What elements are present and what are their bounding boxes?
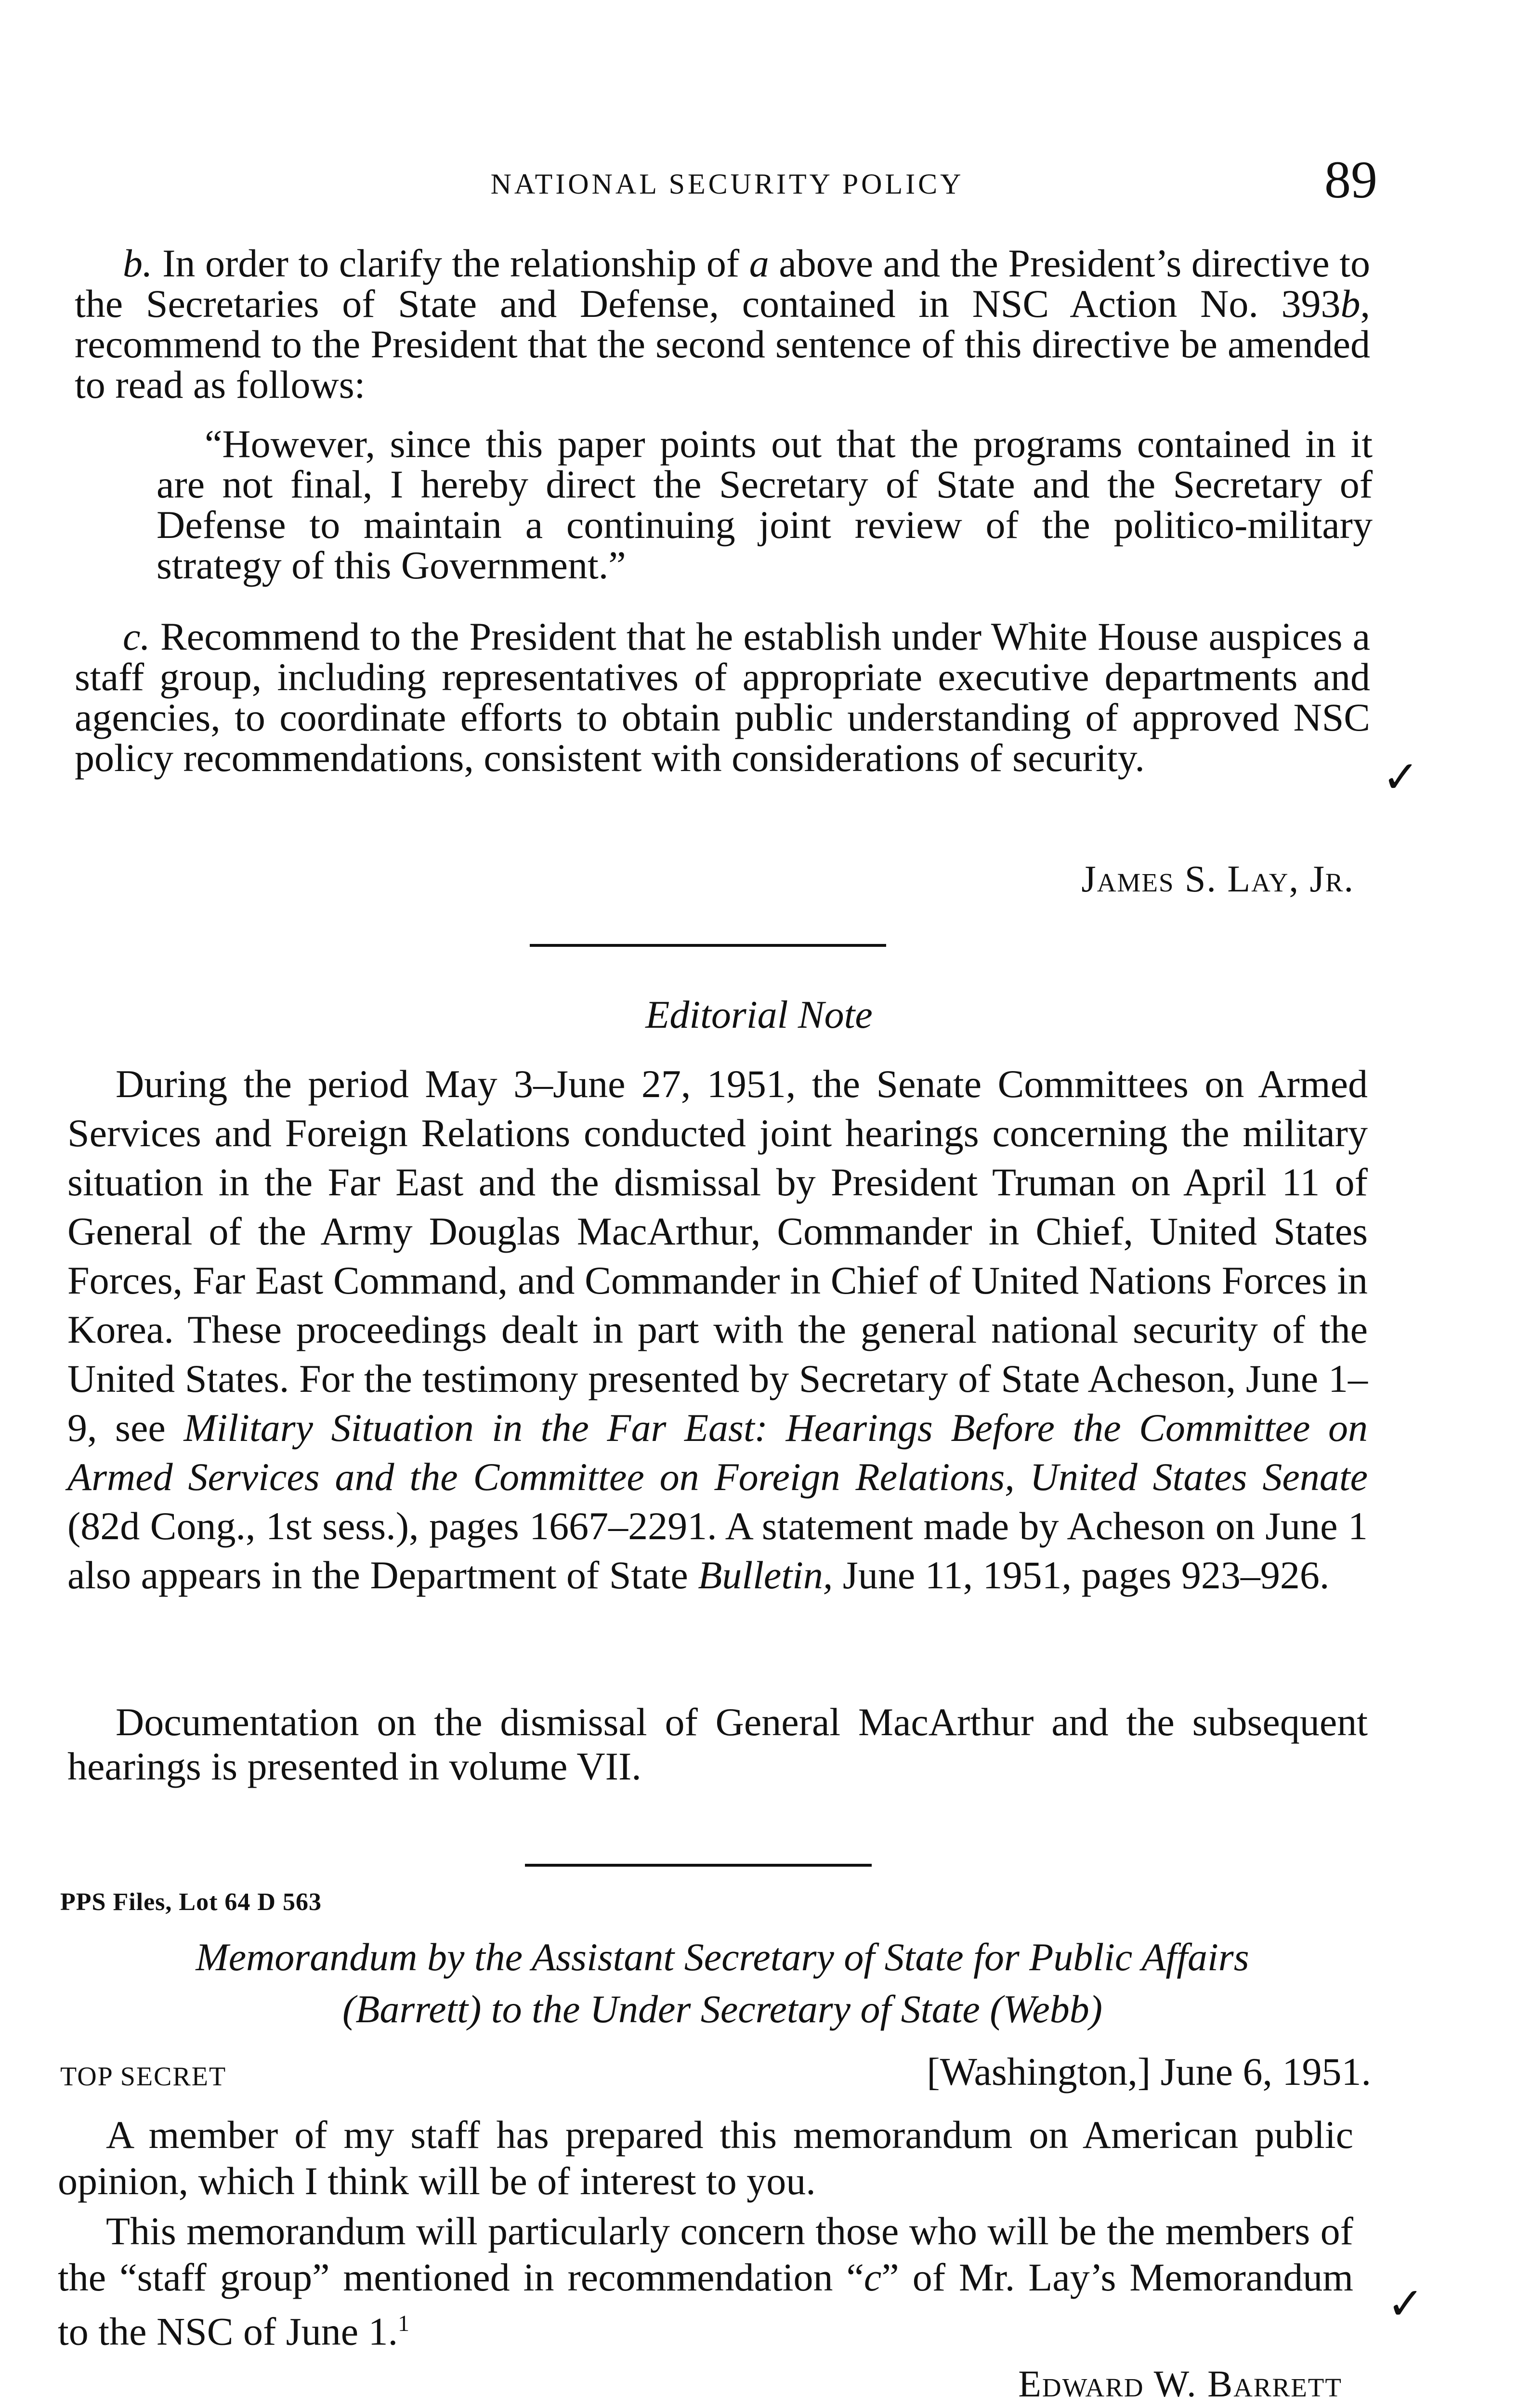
margin-checkmark-2: ✓ (1387, 2279, 1425, 2329)
paragraph-c: c. Recommend to the President that he establish under White House auspices a staff group, including representatives of appropriate executive departments and agencies, to coordinate efforts to obtain public understanding of approved NSC policy recommendations, consistent with considerations of security. (75, 615, 1370, 780)
memo-title: Memorandum by the Assistant Secretary of State for Public Affairs (Barrett) to the Under Secretary of State (Webb) (196, 1935, 1249, 2031)
divider-1 (530, 944, 886, 947)
page-number: 89 (1324, 150, 1377, 209)
editorial-note-paragraph-1: During the period May 3–June 27, 1951, the Senate Committees on Armed Services and Foreign Relations conducted joint hearings concerning the military situation in the Far East and the dismissal by President Truman on April 11 of General of the Army Douglas MacArthur, Commander in Chief, United States Forces, Far East Command, and Commander in Chief of United Nations Forces in Korea. These proceedings dealt in part with the general national security of the United States. For the testimony presented by Secretary of State Acheson, June 1–9, see Military Situation in the Far East: Hearings Before the Committee on Armed Services and the Committee on Foreign Relations, United States Senate (82d Cong., 1st sess.), pages 1667–2291. A statement made by Acheson on June 1 also appears in the Department of State Bulletin, June 11, 1951, pages 923–926. (67, 1062, 1368, 1597)
classification: TOP SECRET (60, 2062, 227, 2092)
signature-lay: James S. Lay, Jr. (1081, 858, 1354, 900)
divider-2 (525, 1864, 872, 1867)
dateline: [Washington,] June 6, 1951. (927, 2050, 1371, 2094)
source-citation: PPS Files, Lot 64 D 563 (60, 1888, 322, 1916)
editorial-note-paragraph-2: Documentation on the dismissal of General MacArthur and the subsequent hearings is presented in volume VII. (67, 1700, 1368, 1788)
memo-paragraph-2: This memorandum will particularly concern those who will be the members of the “staff group” mentioned in recommendation “c” of Mr. Lay’s Memorandum to the NSC of June 1.$^1$ (58, 2209, 1353, 2354)
page-header (77, 150, 1377, 222)
signature-barrett: Edward W. Barrett (1018, 2363, 1342, 2405)
quoted-directive: “However, since this paper points out that the programs contained in it are not final, I hereby direct the Secretary of State and the Secretary of Defense to maintain a continuing joint review of the politico-military strategy of this Government.” (157, 422, 1373, 587)
running-title: NATIONAL SECURITY POLICY (490, 168, 964, 200)
editorial-note-heading: Editorial Note (645, 993, 873, 1036)
footnote-ref: 1 (398, 2311, 410, 2336)
memo-paragraph-1: A member of my staff has prepared this memorandum on American public opinion, which I think will be of interest to you. (58, 2113, 1353, 2203)
margin-checkmark-1: ✓ (1382, 753, 1420, 802)
paragraph-b: b. In order to clarify the relationship of a above and the President’s directive to the Secretaries of State and Defense, contained in NSC Action No. 393b, recommend to the President that the second sentence of this directive be amended to read as follows: (75, 241, 1371, 406)
